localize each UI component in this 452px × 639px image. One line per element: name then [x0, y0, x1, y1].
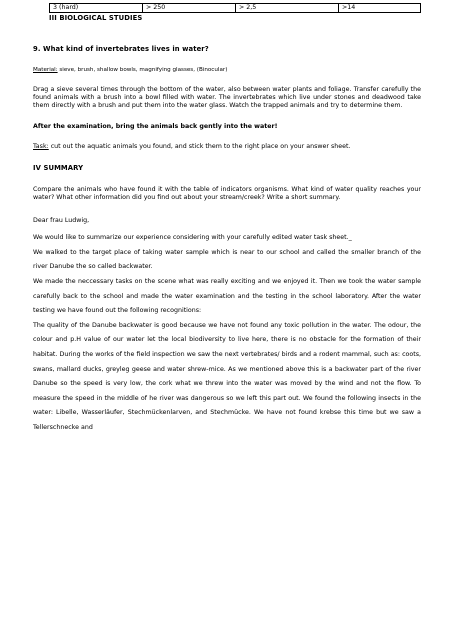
table-cell: >14 — [339, 4, 421, 13]
task-paragraph — [33, 143, 421, 151]
table-cell: > 250 — [143, 4, 236, 13]
section-4-title: IV SUMMARY — [33, 164, 84, 173]
material-text: sieve, brush, shallow bowls, magnifying glasses, (Binocular) — [57, 67, 228, 74]
letter-paragraph: We walked to the target place of taking water sample which is near to our school and called the smaller branch of the river Danube the so called backwater. — [33, 248, 421, 271]
letter-salutation: Dear frau Ludwig, — [33, 216, 90, 224]
table-row — [50, 4, 421, 13]
letter-paragraph: We would like to summarize our experience considering with your carefully edited water task sheet._ — [33, 234, 352, 242]
procedure-paragraph: Drag a sieve several times through the bottom of the water, also between water plants and foliage. Transfer carefully the found animals with a brush into a bowl filled with water. The invertebrates which live under stones and deadwood take them directly with a brush and put them into the water glass. Watch the trapped animals and try to determine them. — [33, 85, 421, 110]
document-page — [33, 0, 421, 436]
material-line — [33, 67, 421, 74]
table-cell: 3 (hard) — [50, 4, 143, 13]
section-3-title: III BIOLOGICAL STUDIES — [49, 14, 143, 23]
summary-paragraph: Compare the animals who have found it with the table of indicators organisms. What kind of water quality reaches your water? What other information did you find out about your stream/creek? Write a short summary. — [33, 186, 421, 202]
letter-paragraph: We made the neccessary tasks on the scene what was really exciting and we enjoyed it. Then we took the water sample carefully back to the school and made the water examination and the testing in the school laboratory. After the water testing we have found out the following recognitions: — [33, 278, 421, 315]
task-label: Task: — [33, 142, 49, 150]
letter-paragraph: The quality of the Danube backwater is good because we have not found any toxic pollution in the water. The odour, the colour and p.H value of our water let the local biodiversity to live here, there is no obstacle for the formation of their habitat. During the works of the field inspection we saw the next vertebrates/ birds and a rodent mammal, such as: coots, swans, mallard ducks, greyleg geese and water shrew-mice. As we mentioned above this is a backwater part of the river Danube so the speed is very low, the cork what we threw into the water was moved by the wind and not the flow. To measure the speed in the middle of he river was dangerous so we left this part out. We found the following insects in the water: Libelle, Wasserläufer, Stechmückenlarven, and Stechmücke. We have not found krebse this time but we saw a Tellerschnecke and — [33, 321, 421, 431]
hardness-table — [49, 3, 421, 13]
question-9-title: 9. What kind of invertebrates lives in water? — [33, 45, 209, 54]
after-exam-note: After the examination, bring the animals back gently into the water! — [33, 122, 278, 130]
table-cell: > 2,5 — [236, 4, 339, 13]
material-label: Material: — [33, 67, 58, 74]
task-text: cut out the aquatic animals you found, and stick them to the right place on your answer sheet. — [48, 142, 351, 150]
letter — [33, 214, 421, 436]
